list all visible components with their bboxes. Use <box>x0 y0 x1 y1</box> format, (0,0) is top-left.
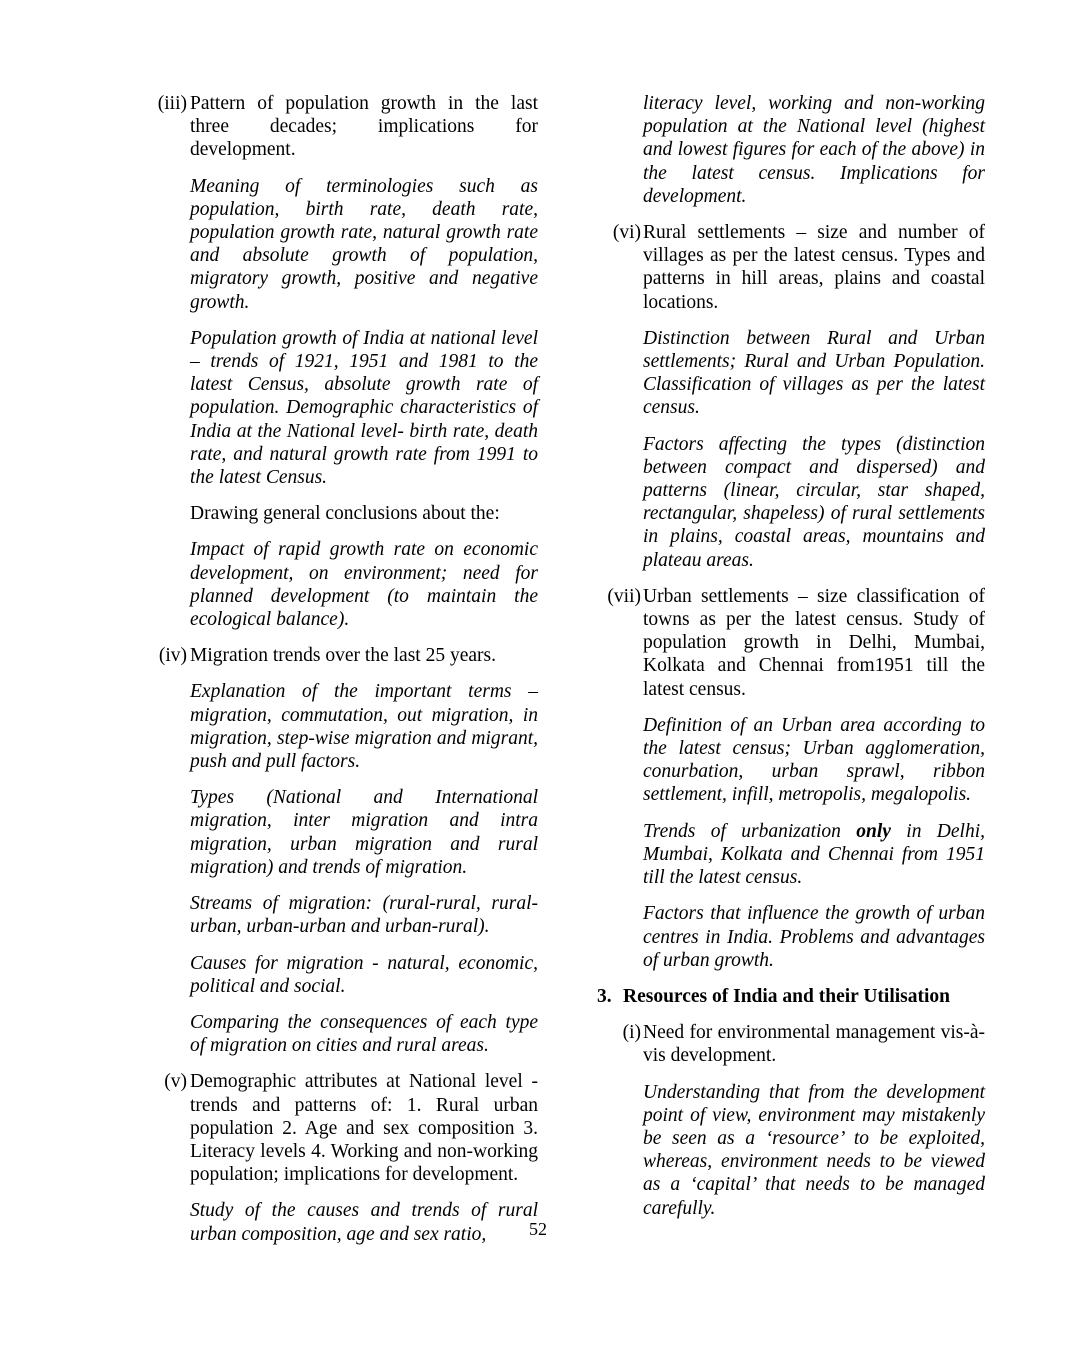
list-marker: (vii) <box>607 585 641 607</box>
section-title: Resources of India and their Utilisation <box>623 985 951 1007</box>
list-item <box>150 1070 538 1186</box>
list-item-text: Migration trends over the last 25 years. <box>190 645 496 667</box>
italic-paragraph: Meaning of terminologies such as population, birth rate, death rate, population growth rate, natural growth rate and absolute growth of population, migratory growth, positive and negative growth. <box>190 175 538 313</box>
emphasis-word: only <box>856 820 891 842</box>
list-item <box>150 92 538 162</box>
italic-paragraph: Impact of rapid growth rate on economic development, on environment; need for planned development (to maintain the ecological balance). <box>190 539 538 631</box>
right-column <box>597 92 985 1233</box>
list-item-text: Demographic attributes at National level - trends and patterns of: 1. Rural urban population 2. Age and sex composition 3. Literacy levels 4. Working and non-working population; implications for development. <box>190 1071 538 1186</box>
two-column-body <box>150 92 985 1259</box>
list-item <box>597 1021 985 1067</box>
page-number: 52 <box>529 1219 547 1239</box>
italic-paragraph: Understanding that from the development point of view, environment may mistakenly be seen as a ‘resource’ to be exploited, whereas, environment needs to be viewed as a ‘capital’ that needs to be managed carefully. <box>643 1081 985 1219</box>
section-heading <box>597 985 985 1008</box>
list-marker: (v) <box>164 1071 187 1093</box>
italic-paragraph: Distinction between Rural and Urban settlements; Rural and Urban Population. Classification of villages as per the latest census. <box>643 327 985 419</box>
section-number: 3. <box>597 985 612 1007</box>
list-item-text: Need for environmental management vis-à-vis development. <box>643 1022 985 1067</box>
roman-paragraph: Drawing general conclusions about the: <box>190 503 500 525</box>
list-marker: (iii) <box>157 93 187 114</box>
italic-paragraph: Factors affecting the types (distinction between compact and dispersed) and patterns (linear, circular, star shaped, rectangular, shapeless) of rural settlements in plains, coastal areas, mountains and plateau areas. <box>643 433 985 571</box>
paragraph-text-before: Trends of urbanization <box>643 820 857 842</box>
list-item <box>597 221 985 314</box>
italic-paragraph-with-emphasis <box>643 820 985 890</box>
italic-paragraph: Streams of migration: (rural-rural, rural-urban, urban-urban and urban-rural). <box>190 893 538 938</box>
italic-paragraph: Types (National and International migration, inter migration and intra migration, urban migration and rural migration) and trends of migration. <box>190 787 538 878</box>
list-marker: (iv) <box>158 645 187 667</box>
italic-paragraph: literacy level, working and non-working population at the National level (highest and lowest figures for each of the above) in the latest census. Implications for development. <box>643 93 985 207</box>
list-item-text: Urban settlements – size classification of towns as per the latest census. Study of population growth in Delhi, Mumbai, Kolkata and Chennai from1951 till the latest census. <box>643 585 985 700</box>
left-column <box>150 92 538 1259</box>
italic-paragraph: Factors that influence the growth of urban centres in India. Problems and advantages of urban growth. <box>643 903 985 971</box>
list-item <box>150 644 538 667</box>
list-item-text: Rural settlements – size and number of villages as per the latest census. Types and patterns in hill areas, plains and coastal locations. <box>643 222 985 313</box>
italic-paragraph: Comparing the consequences of each type of migration on cities and rural areas. <box>190 1011 538 1057</box>
italic-paragraph: Explanation of the important terms – migration, commutation, out migration, in migration, step-wise migration and migrant, push and pull factors. <box>190 681 538 773</box>
list-marker: (i) <box>622 1022 641 1044</box>
italic-paragraph: Causes for migration - natural, economic, political and social. <box>190 952 538 997</box>
italic-paragraph: Population growth of India at national level – trends of 1921, 1951 and 1981 to the latest Census, absolute growth rate of population. Demographic characteristics of India at the National level- birth rate, death rate, and natural growth rate from 1991 to the latest Census. <box>190 327 538 489</box>
list-item <box>597 585 985 701</box>
paragraph-text-after: in Delhi, Mumbai, Kolkata and Chennai from 1951 till the latest census. <box>643 820 985 889</box>
italic-paragraph: Definition of an Urban area according to the latest census; Urban agglomeration, conurbation, urban sprawl, ribbon settlement, infill, metropolis, megalopolis. <box>643 714 985 806</box>
list-item-text: Pattern of population growth in the last three decades; implications for development. <box>190 93 538 161</box>
italic-paragraph: Study of the causes and trends of rural urban composition, age and sex ratio, <box>190 1200 538 1245</box>
list-marker: (vi) <box>612 222 641 244</box>
